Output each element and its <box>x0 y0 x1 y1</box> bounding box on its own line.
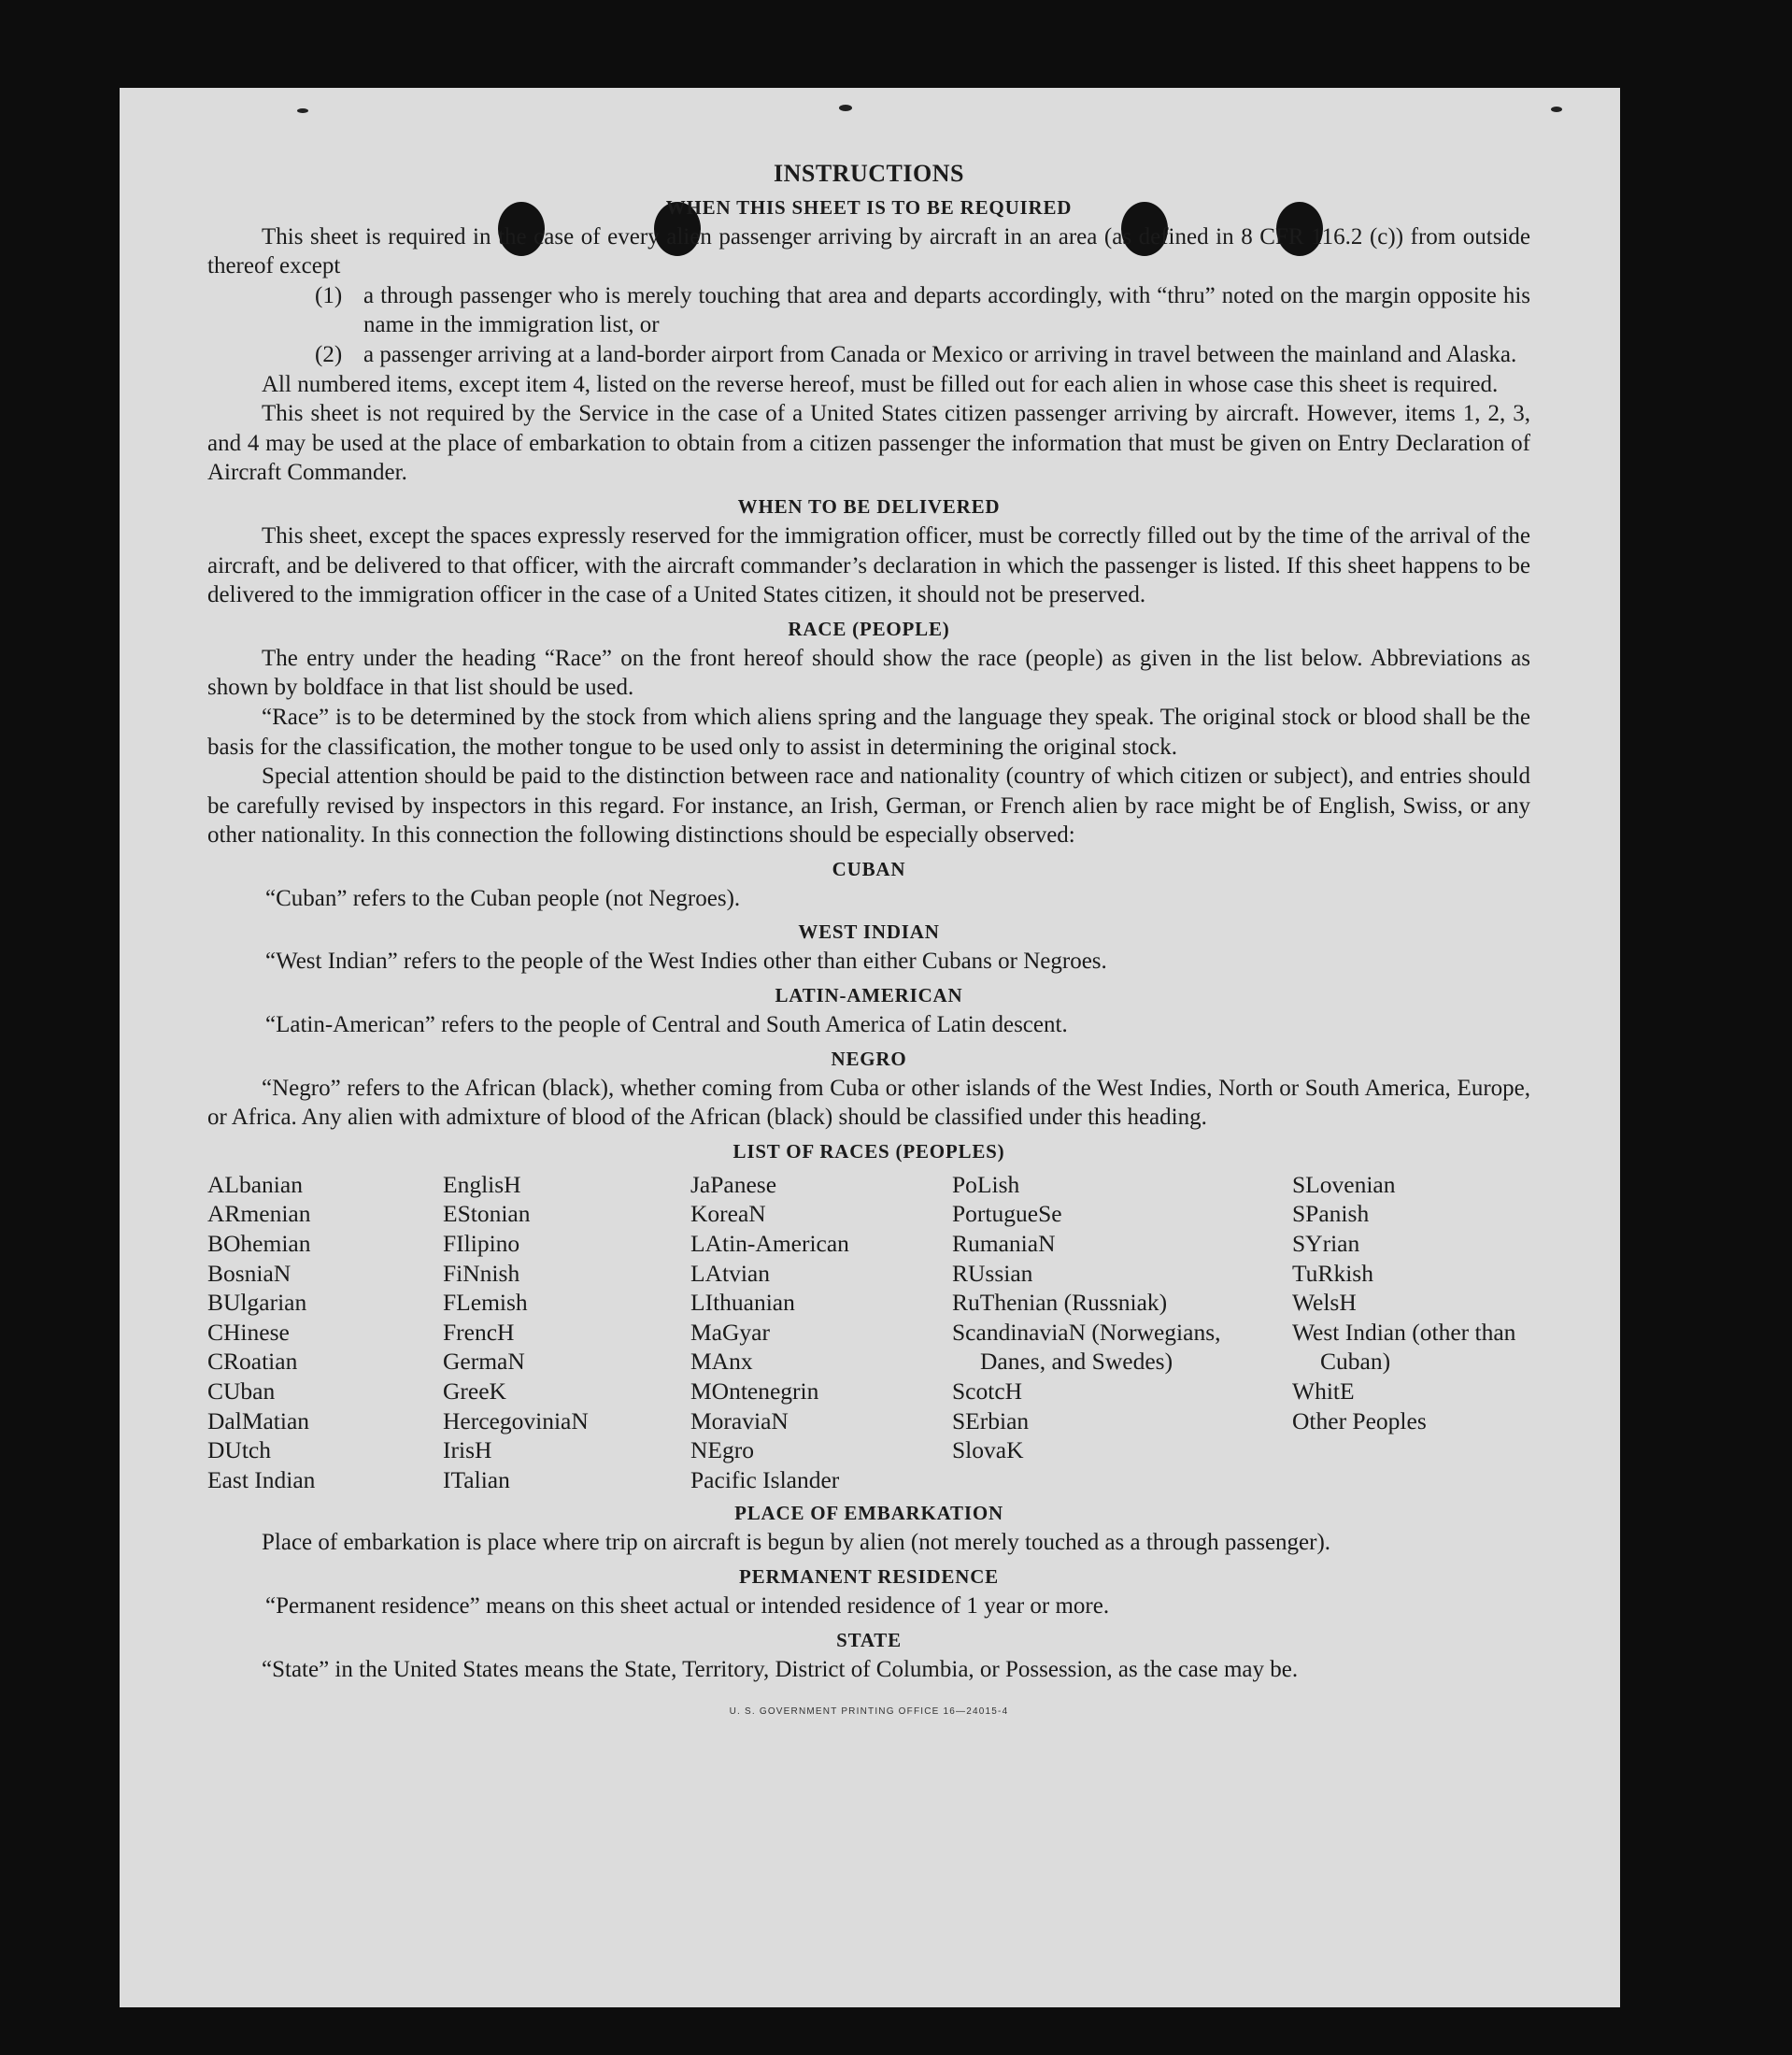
race-entry: PortugueSe <box>952 1200 1062 1228</box>
races-column <box>1292 1170 1530 1495</box>
race-entry: CRoatian <box>207 1348 298 1376</box>
definition-west-indian: “West Indian” refers to the people of the West Indies other than either Cubans or Negroes. <box>265 949 1107 975</box>
paragraph: “Race” is to be determined by the stock from which aliens spring and the language they speak. The original stock or blood shall be the basis for the classification, the mother tongue to be used only to assist in determining the original stock. <box>207 704 1530 760</box>
paragraph: The entry under the heading “Race” on the front hereof should show the race (people) as given in the list below. Abbreviations as shown by boldface in that list should be used. <box>207 645 1530 701</box>
heading-state: STATE <box>836 1628 902 1651</box>
page-title: INSTRUCTIONS <box>774 160 964 187</box>
definition-residence: “Permanent residence” means on this sheet actual or intended residence of 1 year or more. <box>265 1592 1110 1619</box>
list-item <box>315 340 1530 370</box>
heading-list-of-races: LIST OF RACES (PEOPLES) <box>732 1139 1005 1163</box>
races-column <box>690 1170 952 1495</box>
race-entry: LIthuanian <box>690 1289 795 1317</box>
item-number: (1) <box>315 282 343 308</box>
race-entry: SLovenian <box>1292 1170 1396 1198</box>
speck <box>1551 107 1562 112</box>
speck <box>839 105 852 111</box>
race-entry: ALbanian <box>207 1170 303 1198</box>
definition-embarkation: Place of embarkation is place where trip on aircraft is begun by alien (not merely touched as a through passenger). <box>262 1530 1331 1556</box>
race-entry: East Indian <box>207 1465 316 1493</box>
heading-latin-american: LATIN-AMERICAN <box>775 984 963 1007</box>
race-entry: ScotcH <box>952 1377 1023 1405</box>
speck <box>297 108 308 113</box>
race-entry: BosniaN <box>207 1259 292 1287</box>
race-entry: LAtin-American <box>690 1230 849 1258</box>
race-entry: FLemish <box>443 1289 528 1317</box>
race-entry: SlovaK <box>952 1436 1024 1464</box>
race-entry: Other Peoples <box>1292 1406 1427 1434</box>
race-entry: EStonian <box>443 1200 531 1228</box>
instructions-content <box>207 159 1530 1727</box>
race-entry: SPanish <box>1292 1200 1370 1228</box>
races-column <box>443 1170 690 1495</box>
race-entry: ARmenian <box>207 1200 311 1228</box>
race-entry: EnglisH <box>443 1170 521 1198</box>
race-entry: RumaniaN <box>952 1230 1056 1258</box>
heading-embarkation: PLACE OF EMBARKATION <box>734 1502 1003 1525</box>
race-entry: MoraviaN <box>690 1406 789 1434</box>
races-column <box>207 1170 443 1495</box>
race-entry: TuRkish <box>1292 1259 1373 1287</box>
race-entry: CUban <box>207 1377 276 1405</box>
race-entry: West Indian (other than Cuban) <box>1292 1318 1516 1376</box>
race-entry: HercegoviniaN <box>443 1406 589 1434</box>
heading-when-required: WHEN THIS SHEET IS TO BE REQUIRED <box>665 195 1073 219</box>
heading-when-delivered: WHEN TO BE DELIVERED <box>737 494 1001 518</box>
paragraph: This sheet is not required by the Service in the case of a United States citizen passenger arriving by aircraft. However, items 1, 2, 3, and 4 may be used at the place of embarkation to obtain from a citizen passenger the information that must be given on Entry Declaration of Aircraft Commander. <box>207 401 1530 486</box>
item-number: (2) <box>315 341 343 367</box>
paragraph: All numbered items, except item 4, listed on the reverse hereof, must be filled out for each alien in whose case this sheet is required. <box>262 371 1499 397</box>
race-entry: SErbian <box>952 1406 1030 1434</box>
race-entry: NEgro <box>690 1436 754 1464</box>
list-item <box>315 281 1530 340</box>
race-entry: RUssian <box>952 1259 1033 1287</box>
race-entry: DUtch <box>207 1436 271 1464</box>
race-entry: FrencH <box>443 1318 515 1346</box>
race-entry: MOntenegrin <box>690 1377 819 1405</box>
heading-west-indian: WEST INDIAN <box>798 920 940 944</box>
heading-residence: PERMANENT RESIDENCE <box>739 1564 999 1588</box>
printing-office-footer: U. S. GOVERNMENT PRINTING OFFICE 16—24015-4 <box>729 1706 1009 1718</box>
definition-cuban: “Cuban” refers to the Cuban people (not Negroes). <box>265 885 741 911</box>
heading-race: RACE (PEOPLE) <box>788 617 950 640</box>
race-entry: RuThenian (Russniak) <box>952 1289 1168 1317</box>
definition-latin-american: “Latin-American” refers to the people of Central and South America of Latin descent. <box>265 1012 1068 1038</box>
race-entry: KoreaN <box>690 1200 766 1228</box>
race-entry: BUlgarian <box>207 1289 307 1317</box>
race-entry: ITalian <box>443 1465 510 1493</box>
race-entry: GermaN <box>443 1348 525 1376</box>
race-entry: FiNnish <box>443 1259 520 1287</box>
race-entry: SYrian <box>1292 1230 1360 1258</box>
when-required-intro: This sheet is required in the case of every alien passenger arriving by aircraft in an area (as defined in 8 CFR 116.2 (c)) from outside thereof except <box>207 223 1530 279</box>
races-column <box>952 1170 1292 1495</box>
race-entry: WhitE <box>1292 1377 1355 1405</box>
definition-state: “State” in the United States means the State, Territory, District of Columbia, or Possession, as the case may be. <box>262 1656 1299 1682</box>
race-entry: MAnx <box>690 1348 753 1376</box>
races-list <box>207 1170 1530 1495</box>
race-entry: PoLish <box>952 1170 1020 1198</box>
definition-negro: “Negro” refers to the African (black), whether coming from Cuba or other islands of the West Indies, North or South America, Europe, or Africa. Any alien with admixture of blood of the African (black) should be classified under this heading. <box>207 1075 1530 1131</box>
heading-cuban: CUBAN <box>832 857 906 880</box>
race-entry: Pacific Islander <box>690 1465 840 1493</box>
race-entry: WelsH <box>1292 1289 1357 1317</box>
race-entry: MaGyar <box>690 1318 770 1346</box>
item-text: a passenger arriving at a land-border airport from Canada or Mexico or arriving in travel between the mainland and Alaska. <box>363 341 1517 367</box>
race-entry: ScandinaviaN (Norwegians, Danes, and Swedes) <box>952 1318 1221 1376</box>
item-text: a through passenger who is merely touching that area and departs accordingly, with “thru” noted on the margin opposite his name in the immigration list, or <box>363 282 1530 338</box>
race-entry: BOhemian <box>207 1230 311 1258</box>
race-entry: GreeK <box>443 1377 506 1405</box>
race-entry: JaPanese <box>690 1170 777 1198</box>
race-entry: LAtvian <box>690 1259 770 1287</box>
race-entry: CHinese <box>207 1318 290 1346</box>
heading-negro: NEGRO <box>831 1047 907 1070</box>
paragraph: Special attention should be paid to the distinction between race and nationality (country of which citizen or subject), and entries should be carefully revised by inspectors in this regard. For instance, an Irish, German, or French alien by race might be of English, Swiss, or any other nationality. In this connection the following distinctions should be especially observed: <box>207 763 1530 849</box>
race-entry: IrisH <box>443 1436 492 1464</box>
paragraph: This sheet, except the spaces expressly reserved for the immigration officer, must be correctly filled out by the time of the arrival of the aircraft, and be delivered to that officer, with the aircraft commander’s declaration in which the passenger is listed. If this sheet happens to be delivered to the immigration officer in the case of a United States citizen, it should not be preserved. <box>207 522 1530 608</box>
race-entry: FIlipino <box>443 1230 520 1258</box>
race-entry: DalMatian <box>207 1406 310 1434</box>
